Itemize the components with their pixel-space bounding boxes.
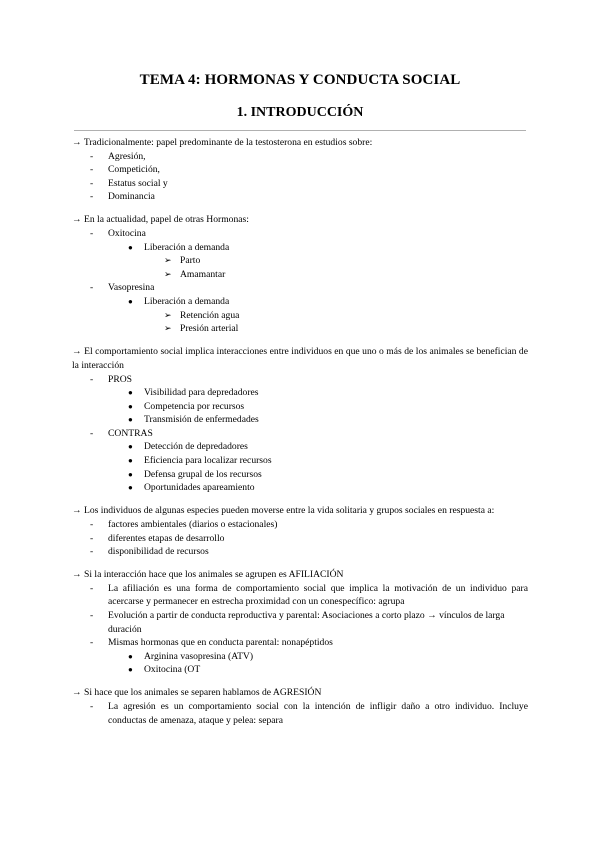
dash-marker: - xyxy=(90,191,94,203)
list-item: - La afiliación es una forma de comportamiento social que implica la motivación de un individuo para acercarse y permanecer en estrecha proximidad con un conespecífico: agrupa xyxy=(90,582,528,608)
document-body xyxy=(72,136,528,727)
list-item: - Competición, xyxy=(90,164,160,176)
bullet-icon: ● xyxy=(128,415,133,425)
dash-marker: - xyxy=(90,373,94,385)
list-item: ● Eficiencia para localizar recursos xyxy=(128,455,272,467)
list-item: ● Liberación a demanda xyxy=(128,296,230,308)
bullet-icon: ● xyxy=(128,651,133,661)
bullet-icon: ● xyxy=(128,469,133,479)
dash-marker: - xyxy=(90,150,94,162)
list-item: - factores ambientales (diarios o estacionales) xyxy=(90,518,278,530)
arrowhead-icon: ➢ xyxy=(164,255,172,266)
arrow-icon: → xyxy=(72,214,82,226)
list-item: ● Oxitocina (OT xyxy=(128,664,201,676)
bullet-icon: ● xyxy=(128,242,133,252)
paragraph-aggression: → Si hace que los animales se separen hablamos de AGRESIÓN xyxy=(72,687,322,699)
arrowhead-icon: ➢ xyxy=(164,323,172,334)
dash-marker: - xyxy=(90,518,94,530)
dash-marker: - xyxy=(90,637,94,649)
dash-marker: - xyxy=(90,228,94,240)
list-item: - Oxitocina xyxy=(90,228,146,240)
arrow-icon: → xyxy=(72,505,82,517)
dash-marker: - xyxy=(90,701,94,713)
list-item: ● Arginina vasopresina (ATV) xyxy=(128,650,254,662)
arrow-icon: → xyxy=(72,687,82,699)
dash-marker: - xyxy=(90,546,94,558)
bullet-icon: ● xyxy=(128,665,133,675)
paragraph-social-behavior: → El comportamiento social implica interacciones entre individuos en que uno o más de los animales se benefician de la interacción xyxy=(72,346,528,371)
list-item: ➢ Presión arterial xyxy=(164,323,239,335)
list-item: - Agresión, xyxy=(90,150,146,162)
list-item: - Mismas hormonas que en conducta parental: nonapéptidos xyxy=(90,637,333,649)
list-item: - Dominancia xyxy=(90,191,155,203)
bullet-icon: ● xyxy=(128,442,133,452)
list-item: ➢ Retención agua xyxy=(164,309,240,321)
list-item: - PROS xyxy=(90,373,132,385)
bullet-icon: ● xyxy=(128,388,133,398)
dash-marker: - xyxy=(90,610,94,621)
list-item: ● Detección de depredadores xyxy=(128,441,248,453)
section-heading: 1. INTRODUCCIÓN xyxy=(236,105,364,120)
paragraph-traditional: → Tradicionalmente: papel predominante de la testosterona en estudios sobre: xyxy=(72,137,373,148)
bullet-icon: ● xyxy=(128,483,133,493)
divider xyxy=(74,130,526,131)
list-item: - diferentes etapas de desarrollo xyxy=(90,532,225,544)
dash-marker: - xyxy=(90,282,94,294)
dash-marker: - xyxy=(90,532,94,544)
arrowhead-icon: ➢ xyxy=(164,268,172,279)
list-item: - Vasopresina xyxy=(90,282,155,294)
dash-marker: - xyxy=(90,164,94,176)
list-item: ● Competencia por recursos xyxy=(128,400,245,412)
dash-marker: - xyxy=(90,177,94,189)
list-item: ● Defensa grupal de los recursos xyxy=(128,468,262,480)
list-item: ● Transmisión de enfermedades xyxy=(128,414,259,426)
arrow-icon: → xyxy=(72,137,82,148)
paragraph-individuals: → Los individuos de algunas especies pueden moverse entre la vida solitaria y grupos sociales en respuesta a: xyxy=(72,505,495,517)
list-item: - disponibilidad de recursos xyxy=(90,546,209,558)
document-title: TEMA 4: HORMONAS Y CONDUCTA SOCIAL xyxy=(139,72,461,88)
dash-marker: - xyxy=(90,427,94,439)
paragraph-affiliation: → Si la interacción hace que los animales se agrupen es AFILIACIÓN xyxy=(72,569,344,581)
list-item: ➢ Parto xyxy=(164,255,201,267)
arrow-icon: → xyxy=(72,569,82,581)
list-item: - Estatus social y xyxy=(90,177,168,189)
list-item: ● Liberación a demanda xyxy=(128,241,230,253)
arrowhead-icon: ➢ xyxy=(164,309,172,320)
list-item: - La agresión es un comportamiento social con la intención de infligir daño a otro individuo. Incluye conductas de amenaza, ataque y pelea: separa xyxy=(90,701,528,726)
bullet-icon: ● xyxy=(128,401,133,411)
list-item: ● Oportunidades apareamiento xyxy=(128,482,255,494)
list-item: - CONTRAS xyxy=(90,427,153,439)
list-item: ➢ Amamantar xyxy=(164,268,226,280)
paragraph-current: → En la actualidad, papel de otras Hormonas: xyxy=(72,214,249,226)
list-item: ● Visibilidad para depredadores xyxy=(128,387,259,399)
arrow-icon: → xyxy=(72,346,82,358)
bullet-icon: ● xyxy=(128,297,133,307)
bullet-icon: ● xyxy=(128,456,133,466)
list-item: - Evolución a partir de conducta reproductiva y parental: Asociaciones a corto plazo → vínculos de larga duración xyxy=(90,610,505,635)
dash-marker: - xyxy=(90,582,94,594)
